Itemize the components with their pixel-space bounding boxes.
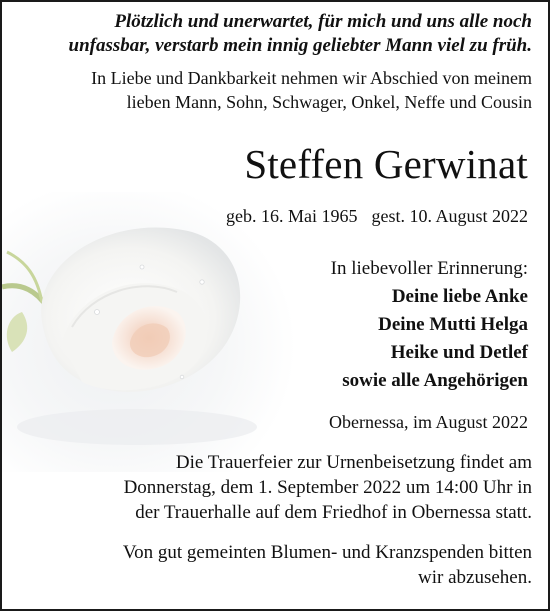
flower-line-1: Von gut gemeinten Blumen- und Kranzspenden bitten	[122, 542, 532, 563]
family-line-1: Deine liebe Anke	[391, 286, 528, 307]
intro-line-1: Plötzlich und unerwartet, für mich und uns alle noch	[114, 11, 532, 32]
deceased-name: Steffen Gerwinat	[244, 141, 528, 187]
ceremony-line-3: der Trauerhalle auf dem Friedhof in Obernessa statt.	[135, 502, 532, 523]
ceremony-line-1: Die Trauerfeier zur Urnenbeisetzung findet am	[175, 452, 532, 473]
family-line-4: sowie alle Angehörigen	[342, 370, 528, 391]
family-line-3: Heike und Detlef	[390, 342, 528, 363]
ceremony-line-2: Donnerstag, dem 1. September 2022 um 14:00 Uhr in	[123, 477, 532, 498]
place-date: Obernessa, im August 2022	[329, 412, 528, 432]
family-line-2: Deine Mutti Helga	[378, 314, 528, 335]
farewell-line-1: In Liebe und Dankbarkeit nehmen wir Abschied von meinem	[91, 68, 532, 88]
death-date: gest. 10. August 2022	[371, 206, 528, 226]
white-rose-image	[2, 192, 302, 472]
flower-line-2: wir abzusehen.	[418, 567, 532, 588]
flower-request	[123, 540, 532, 590]
birth-date: geb. 16. Mai 1965	[226, 206, 358, 226]
intro-line-2: unfassbar, verstarb mein innig geliebter Mann viel zu früh.	[68, 35, 532, 56]
ceremony-info	[124, 450, 532, 525]
memory-label: In liebevoller Erinnerung:	[330, 258, 528, 279]
life-dates	[226, 204, 528, 228]
farewell-line-2: lieben Mann, Sohn, Schwager, Onkel, Neffe und Cousin	[126, 92, 532, 112]
